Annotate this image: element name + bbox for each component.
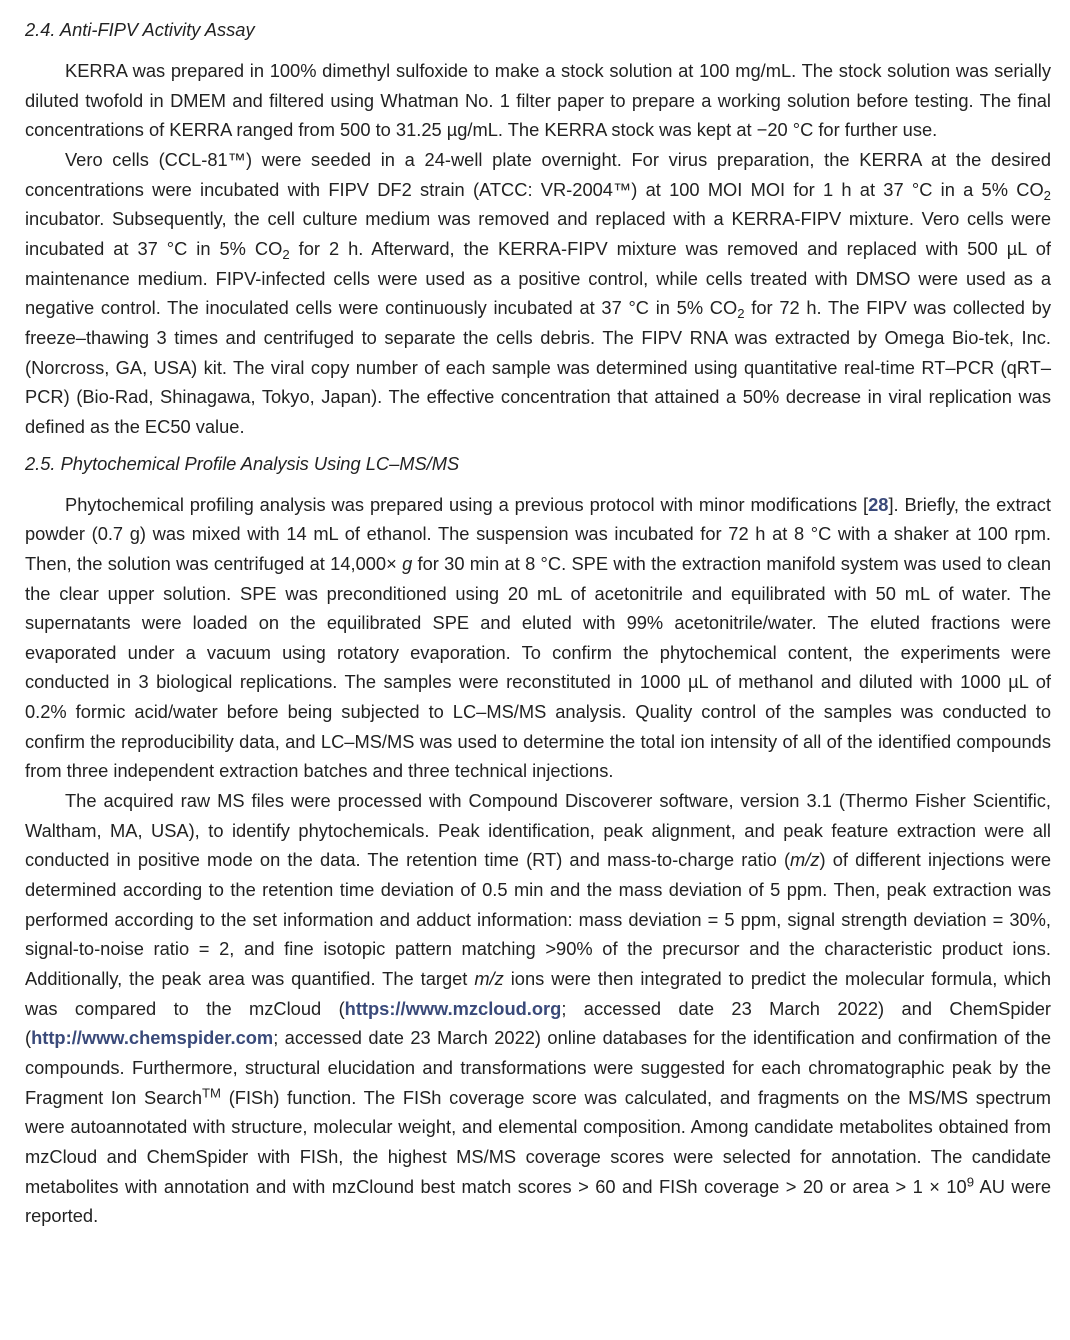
text-run: ]. Briefly, the extract powder (0.7 g) was mixed with 14 mL of ethanol. The suspension was incubated for 72 h at 8 °C with a shaker at 100 rpm. Then, the solution was centrifuged at 14,000× [25,493,1051,574]
paragraph-phytochemical-profiling [25,490,1051,787]
paragraph-ms-processing [25,786,1051,1231]
subscript: 2 [282,246,290,262]
text-run: AU were reported. [25,1175,1051,1227]
text-run: ; accessed date 23 March 2022) and ChemSpider ( [25,997,1051,1049]
trademark-superscript: TM [201,1085,221,1101]
text-run: Phytochemical profiling analysis was prepared using a previous protocol with minor modifications [ [65,493,869,515]
subscript: 2 [1043,187,1051,203]
reference-link-28[interactable]: 28 [868,493,889,515]
italic-mz: m/z [474,968,504,990]
subscript: 2 [737,306,745,322]
section-heading-phytochemical: 2.5. Phytochemical Profile Analysis Using LC–MS/MS [25,452,460,474]
text-run: for 2 h. Afterward, the KERRA-FIPV mixture was removed and replaced with 500 µL of maintenance medium. FIPV-infected cells were used as a positive control, while cells treated with DMSO were used as a negative control. The inoculated cells were continuously incubated at 37 °C in 5% CO [25,237,1051,319]
text-run: ; accessed date 23 March 2022) online databases for the identification and confirmation of the compounds. Furthermore, structural elucidation and transformations were suggested for each chromatographic peak by the Fragment Ion Search [25,1027,1051,1108]
text-run: for 30 min at 8 °C. SPE with the extraction manifold system was used to clean the clear upper solution. SPE was preconditioned using 20 mL of acetonitrile and equilibrated with 50 mL of water. The supernatants were loaded on the equilibrated SPE and eluted with 99% acetonitrile/water. The eluted fractions were evaporated under a vacuum using rotatory evaporation. To confirm the phytochemical content, the experiments were conducted in 3 biological replications. The samples were reconstituted in 1000 µL of methanol and diluted with 1000 µL of 0.2% formic acid/water before being subjected to LC–MS/MS analysis. Quality control of the samples was conducted to confirm the reproducibility data, and LC–MS/MS was used to determine the total ion intensity of all of the identified compounds from three independent extraction batches and three technical injections. [25,552,1051,782]
text-run: ions were then integrated to predict the molecular formula, which was compared to the mzCloud ( [25,968,1051,1019]
text-run: for 72 h. The FIPV was collected by freeze–thawing 3 times and centrifuged to separate the cells debris. The FIPV RNA was extracted by Omega Bio-tek, Inc. (Norcross, GA, USA) kit. The viral copy number of each sample was determined using quantitative real-time RT–PCR (qRT–PCR) (Bio-Rad, Shinagawa, Tokyo, Japan). The effective concentration that attained a 50% decrease in viral replication was defined as the EC50 value. [25,297,1051,437]
text-run: ) of different injections were determined according to the retention time deviation of 0.5 min and the mass deviation of 5 ppm. Then, peak extraction was performed according to the set information and adduct information: mass deviation = 5 ppm, signal strength deviation = 30%, signal-to-noise ratio = 2, and fine isotopic pattern matching >90% of the precursor and the characteristic product ions. Additionally, the peak area was quantified. The target [25,849,1051,990]
section-heading-anti-fipv: 2.4. Anti-FIPV Activity Assay [25,19,255,40]
paragraph-vero-cells [25,145,1051,442]
paragraph-kerra-preparation: KERRA was prepared in 100% dimethyl sulfoxide to make a stock solution at 100 mg/mL. The stock solution was serially diluted twofold in DMEM and filtered using Whatman No. 1 filter paper to prepare a working solution before testing. The final concentrations of KERRA ranged from 500 to 31.25 µg/mL. The KERRA stock was kept at −20 °C for further use. [25,60,1051,141]
text-run: incubator. Subsequently, the cell culture medium was removed and replaced with a KERRA-FIPV mixture. Vero cells were incubated at 37 °C in 5% CO [25,208,1051,259]
text-run: The acquired raw MS files were processed with Compound Discoverer software, version 3.1 (Thermo Fisher Scientific, Waltham, MA, USA), to identify phytochemicals. Peak identification, peak alignment, and peak feature extraction were all conducted in positive mode on the data. The retention time (RT) and mass-to-charge ratio ( [25,790,1051,871]
italic-g: g [402,552,413,574]
italic-mz: m/z [790,849,820,871]
mzcloud-link[interactable]: https://www.mzcloud.org [344,997,562,1019]
text-run: (FISh) function. The FISh coverage score was calculated, and fragments on the MS/MS spectrum were autoannotated with structure, molecular weight, and elemental composition. Among candidate metabolites obtained from mzCloud and ChemSpider with FISh, the highest MS/MS coverage scores were selected for annotation. The candidate metabolites with annotation and with mzClound best match scores > 60 and FISh coverage > 20 or area > 1 × 10 [25,1086,1051,1197]
chemspider-link[interactable]: http://www.chemspider.com [31,1027,274,1049]
text-run: Vero cells (CCL-81™) were seeded in a 24-well plate overnight. For virus preparation, the KERRA at the desired concentrations were incubated with FIPV DF2 strain (ATCC: VR-2004™) at 100 MOI MOI for 1 h at 37 °C in a 5% CO [25,148,1051,200]
exponent-superscript: 9 [966,1174,975,1190]
